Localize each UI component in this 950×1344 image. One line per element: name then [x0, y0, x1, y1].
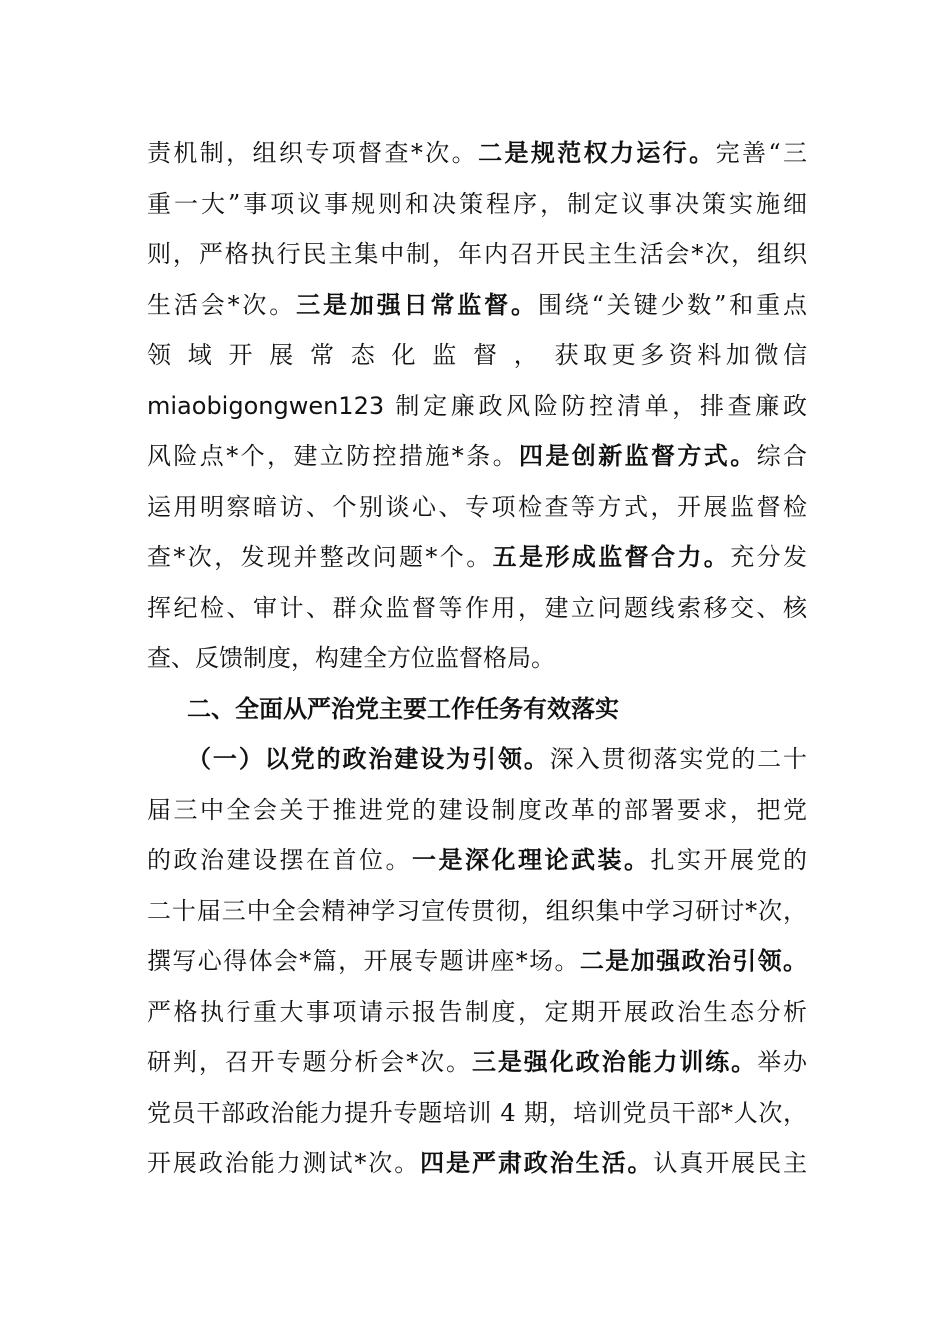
- text-line: [147, 128, 807, 178]
- text-line: [147, 835, 807, 885]
- text-line: [147, 936, 807, 986]
- bold-phrase: 一是深化理论武装。: [412, 846, 651, 874]
- text-line: [147, 229, 807, 279]
- text-line: [147, 886, 807, 936]
- text-run: 综合: [756, 442, 807, 470]
- text-run: 的政治建设摆在首位。: [147, 846, 412, 874]
- text-run: 运用明察暗访、个别谈心、专项检查等方式，开展监督检: [147, 492, 807, 521]
- text-run: 完善“三: [715, 139, 807, 167]
- bold-phrase: 三是加强日常监督。: [296, 290, 538, 319]
- text-line: [147, 482, 807, 532]
- text-run: 届三中全会关于推进党的建设制度改革的部署要求，把党: [147, 795, 807, 824]
- text-line: [147, 1037, 807, 1087]
- text-run: 风险点*个，建立防控措施*条。: [147, 442, 519, 470]
- text-line: [187, 734, 807, 784]
- text-line: [147, 381, 807, 431]
- text-run: 开展政治能力测试*次。: [147, 1149, 421, 1177]
- text-line: [147, 532, 807, 582]
- text-line: [147, 987, 807, 1037]
- text-run: 领 域 开 展 常 态 化 监 督 ，: [147, 341, 555, 369]
- text-run: miaobigongwen123: [147, 391, 385, 420]
- bold-phrase: 三是强化政治能力训练。: [471, 1048, 758, 1076]
- text-run: 举办: [757, 1048, 807, 1076]
- text-run: 查*次，发现并整改问题*个。: [147, 543, 493, 571]
- bold-phrase: 二是加强政治引领。: [579, 947, 807, 975]
- text-run: 二、全面从严治党主要工作任务有效落实: [187, 694, 619, 723]
- text-run: 挥纪检、审计、群众监督等作用，建立问题线索移交、核: [147, 593, 807, 622]
- text-run: 围绕“关键少数”和重点: [537, 290, 807, 319]
- text-line: [147, 583, 807, 633]
- text-line: [147, 431, 807, 481]
- text-line: [147, 179, 807, 229]
- text-line: [147, 1088, 807, 1138]
- bold-phrase: 五是形成监督合力。: [492, 543, 731, 571]
- text-run: 严格执行重大事项请示报告制度，定期开展政治生态分析: [147, 997, 807, 1026]
- text-run: 则，严格执行民主集中制，年内召开民主生活会*次，组织: [147, 240, 807, 268]
- text-run: 党员干部政治能力提升专题培训 4 期，培训党员干部*人次，: [147, 1098, 807, 1127]
- text-line: [147, 785, 807, 835]
- text-run: 二十届三中全会精神学习宣传贯彻，组织集中学习研讨*次，: [147, 896, 807, 925]
- text-run: 撰写心得体会*篇，开展专题讲座*场。: [147, 947, 580, 975]
- bold-phrase: （一）以党的政治建设为引领。: [187, 745, 550, 773]
- text-run: 研判，召开专题分析会*次。: [147, 1048, 472, 1076]
- text-line: [147, 1138, 807, 1188]
- text-run: 重一大”事项议事规则和决策程序，制定议事决策实施细: [147, 189, 807, 218]
- text-run: 查、反馈制度，构建全方位监督格局。: [147, 644, 555, 672]
- text-run: 认真开展民主: [653, 1149, 807, 1177]
- text-run: 获取更多资料加微信: [554, 341, 807, 369]
- text-run: 责机制，组织专项督查*次。: [147, 139, 479, 167]
- bold-phrase: 四是创新监督方式。: [519, 442, 757, 470]
- text-run: 充分发: [730, 543, 807, 571]
- text-line: [147, 280, 807, 330]
- text-run: 生活会*次。: [147, 290, 297, 319]
- text-line: [147, 633, 807, 683]
- bold-phrase: 四是严肃政治生活。: [420, 1149, 654, 1177]
- text-run: 深入贯彻落实党的二十: [549, 745, 807, 773]
- section-heading: [187, 684, 847, 734]
- bold-phrase: 二是规范权力运行。: [478, 139, 716, 167]
- text-line: [147, 330, 807, 380]
- text-run: 制定廉政风险防控清单，排查廉政: [384, 391, 807, 420]
- text-run: 扎实开展党的: [650, 846, 807, 874]
